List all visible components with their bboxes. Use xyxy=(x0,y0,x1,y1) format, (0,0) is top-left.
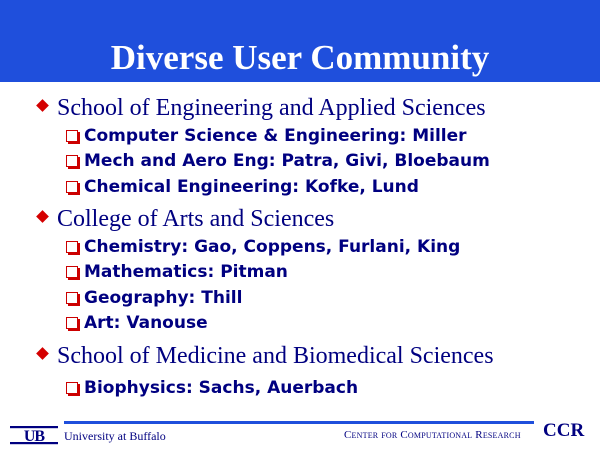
box-bullet-icon xyxy=(66,317,78,329)
box-bullet-icon xyxy=(66,130,78,142)
list-item-label: Geography: Thill xyxy=(84,288,243,308)
box-bullet-icon xyxy=(66,181,78,193)
list-item xyxy=(66,237,460,257)
list-item xyxy=(66,151,490,171)
section-heading-label: School of Engineering and Applied Sciences xyxy=(57,95,486,121)
list-item xyxy=(66,313,208,333)
section-heading-engineering xyxy=(38,95,486,121)
box-bullet-icon xyxy=(66,241,78,253)
footer-divider xyxy=(64,421,534,424)
footer-ccr-label: CCR xyxy=(543,420,585,441)
diamond-bullet-icon xyxy=(36,347,49,360)
section-heading-arts-sciences xyxy=(38,206,334,232)
section-heading-label: School of Medicine and Biomedical Sciences xyxy=(57,343,494,369)
list-item xyxy=(66,177,419,197)
list-item-label: Computer Science & Engineering: Miller xyxy=(84,126,467,146)
list-item xyxy=(66,262,288,282)
list-item-label: Mech and Aero Eng: Patra, Givi, Bloebaum xyxy=(84,151,490,171)
svg-text:UB: UB xyxy=(23,428,45,445)
list-item-label: Chemistry: Gao, Coppens, Furlani, King xyxy=(84,237,461,257)
footer-university-name: University at Buffalo xyxy=(64,429,166,443)
diamond-bullet-icon xyxy=(36,210,49,223)
list-item-label: Biophysics: Sachs, Auerbach xyxy=(84,378,359,398)
footer-center-name: Center for Computational Research xyxy=(344,429,521,441)
box-bullet-icon xyxy=(66,155,78,167)
box-bullet-icon xyxy=(66,266,78,278)
section-heading-medicine xyxy=(38,343,494,369)
diamond-bullet-icon xyxy=(36,99,49,112)
list-item xyxy=(66,378,358,398)
list-item xyxy=(66,288,242,308)
list-item-label: Mathematics: Pitman xyxy=(84,262,288,282)
slide-title: Diverse User Community xyxy=(110,38,490,77)
box-bullet-icon xyxy=(66,382,78,394)
list-item-label: Chemical Engineering: Kofke, Lund xyxy=(84,177,419,197)
section-heading-label: College of Arts and Sciences xyxy=(57,206,335,232)
box-bullet-icon xyxy=(66,292,78,304)
list-item xyxy=(66,126,467,146)
ub-logo-icon xyxy=(10,424,58,446)
list-item-label: Art: Vanouse xyxy=(84,313,208,333)
